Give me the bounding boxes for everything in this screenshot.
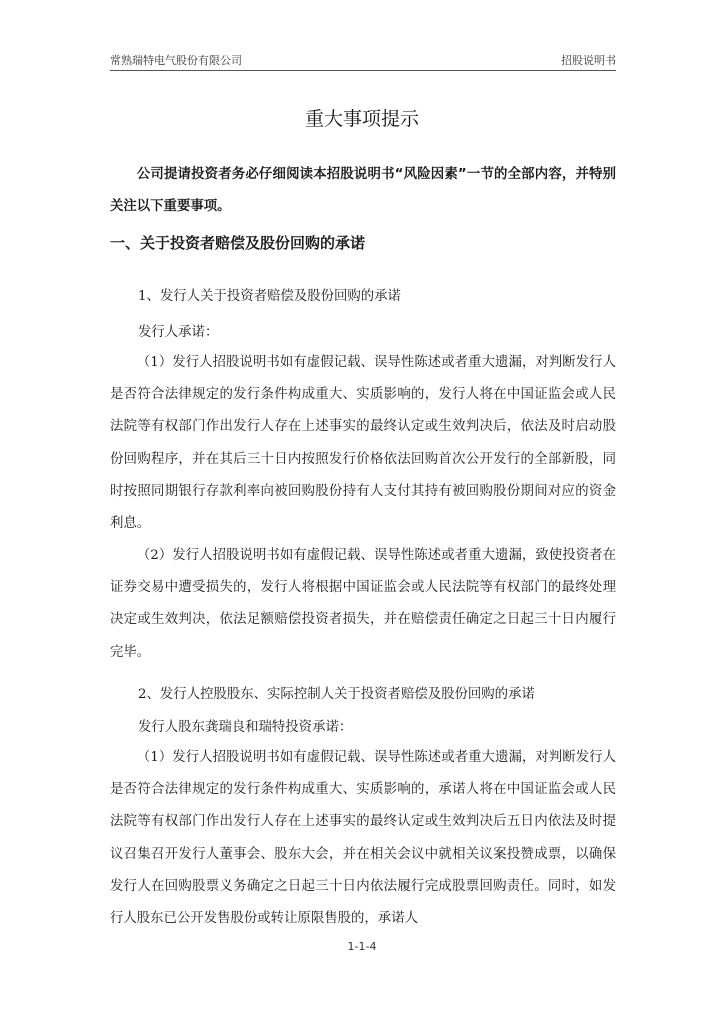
subsection-1-heading: 1、发行人关于投资者赔偿及股份回购的承诺 — [138, 289, 401, 304]
subsection-1-paragraph-2: （2）发行人招股说明书如有虚假记载、误导性陈述或者重大遗漏，致使投资者在证券交易中遭受损失的，发行人将根据中国证监会或人民法院等有权部门的最终处理决定或生效判决，依法足额赔偿投资者损失，并在赔偿责任确定之日起三十日内履行完毕。 — [110, 548, 616, 660]
page-number: 1-1-4 — [347, 940, 377, 953]
header-company-name: 常熟瑞特电气股份有限公司 — [110, 54, 242, 67]
subsection-1-lead: 发行人承诺： — [138, 325, 219, 340]
page-header — [110, 50, 616, 71]
intro-paragraph: 公司提请投资者务必仔细阅读本招股说明书“风险因素”一节的全部内容，并特别关注以下重要事项。 — [110, 167, 616, 215]
subsection-2-heading: 2、发行人控股股东、实际控制人关于投资者赔偿及股份回购的承诺 — [138, 687, 535, 702]
header-document-type: 招股说明书 — [561, 54, 616, 67]
subsection-2-paragraph-1: （1）发行人招股说明书如有虚假记载、误导性陈述或者重大遗漏，对判断发行人是否符合法律规定的发行条件构成重大、实质影响的，承诺人将在中国证监会或人民法院等有权部门作出发行人存在上述事实的最终认定或生效判决后五日内依法及时提议召集召开发行人董事会、股东大会，并在相关会议中就相关议案投赞成票，以确保发行人在回购股票义务确定之日起三十日内依法履行完成股票回购责任。同时，如发行人股东已公开发售股份或转让原限售股的，承诺人 — [110, 750, 616, 927]
subsection-2-lead: 发行人股东龚瑞良和瑞特投资承诺： — [138, 720, 353, 735]
subsection-1-paragraph-1: （1）发行人招股说明书如有虚假记载、误导性陈述或者重大遗漏，对判断发行人是否符合法律规定的发行条件构成重大、实质影响的，发行人将在中国证监会或人民法院等有权部门作出发行人存在上述事实的最终认定或生效判决后，依法及时启动股份回购程序，并在其后三十日内按照发行价格依法回购首次公开发行的全部新股，同时按照同期银行存款利率向被回购股份持有人支付其持有被回购股份期间对应的资金利息。 — [110, 355, 616, 532]
page-title: 重大事项提示 — [304, 108, 419, 130]
section-heading: 一、关于投资者赔偿及股份回购的承诺 — [110, 234, 366, 252]
